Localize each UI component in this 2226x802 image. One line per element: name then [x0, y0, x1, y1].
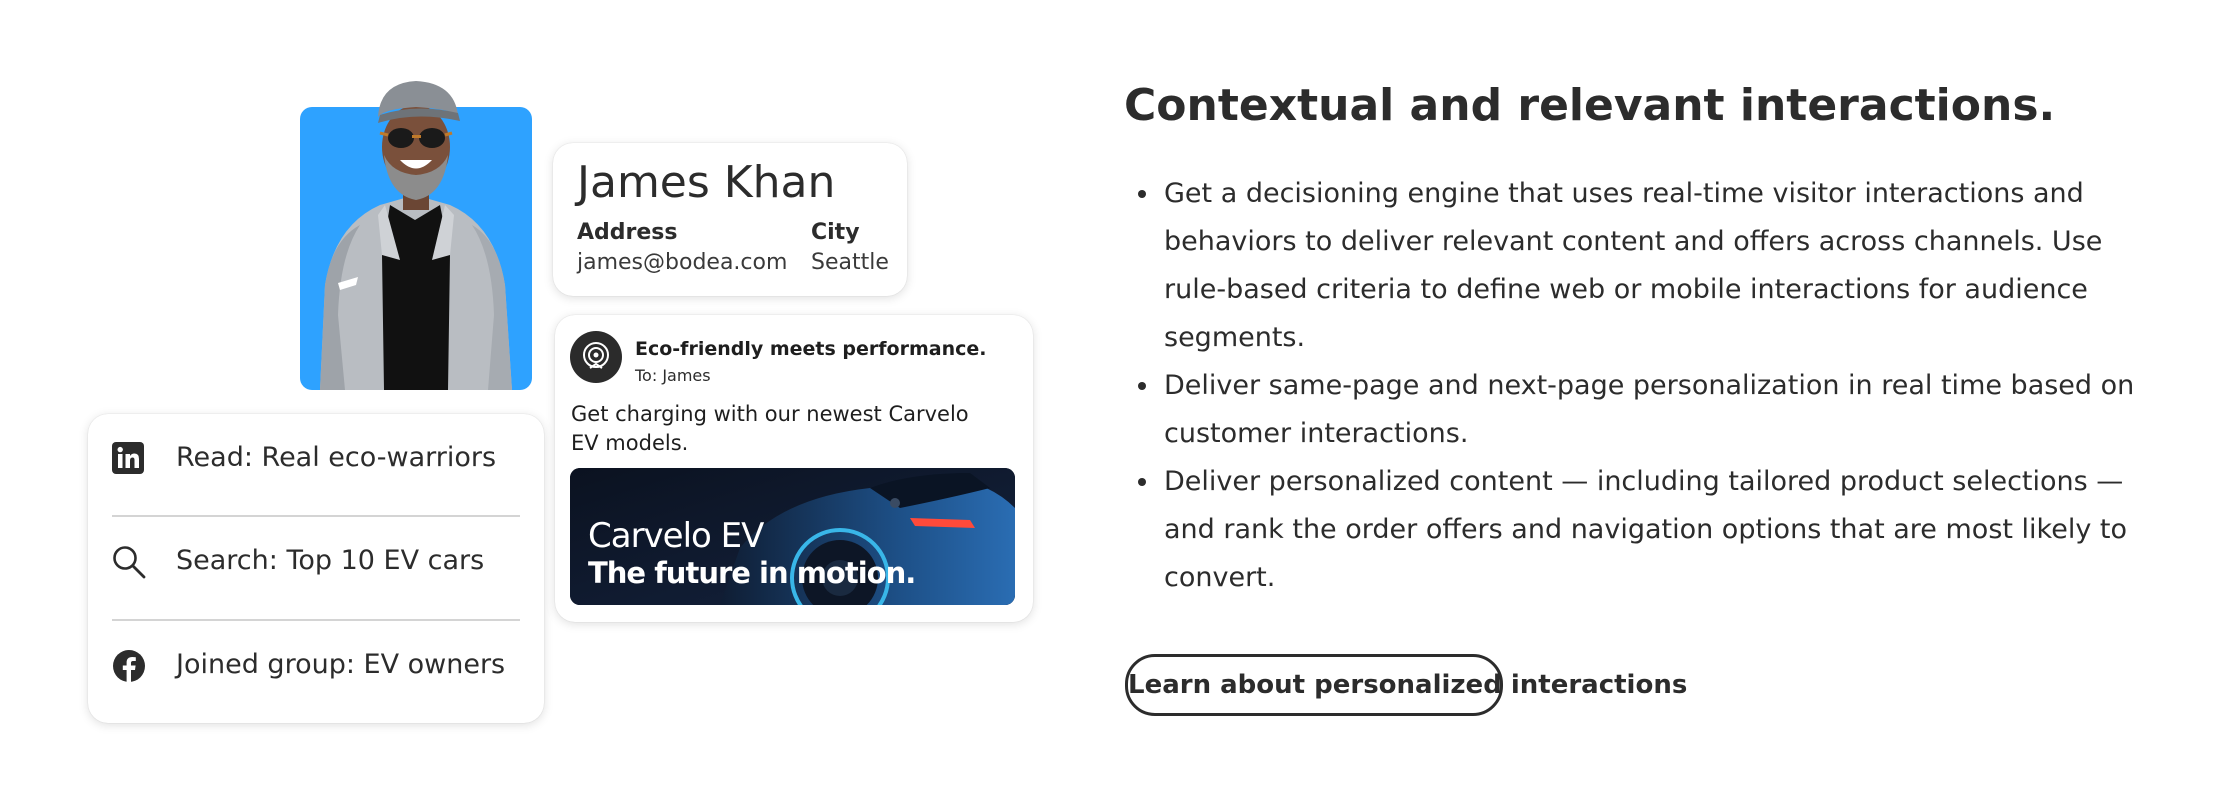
feature-item: Deliver same-page and next-page personalization in real time based on customer interactions. — [1164, 362, 2164, 458]
activity-item — [112, 621, 520, 709]
promo-banner — [570, 468, 1015, 605]
feature-item: Get a decisioning engine that uses real-time visitor interactions and behaviors to deliver relevant content and offers across channels. Use rule-based criteria to define web or mobile interactions for audience segments. — [1164, 170, 2164, 362]
facebook-icon — [112, 649, 144, 681]
activity-text: Joined group: EV owners — [176, 649, 506, 680]
profile-card — [553, 143, 907, 296]
learn-more-button[interactable]: Learn about personalized interactions — [1125, 654, 1503, 716]
email-card — [555, 315, 1033, 622]
city-value: Seattle — [811, 250, 889, 275]
email-recipient: To: James — [635, 366, 711, 385]
email-subject: Eco-friendly meets performance. — [635, 338, 987, 360]
activity-item — [112, 414, 520, 502]
address-label: Address — [577, 220, 678, 245]
feature-list — [1124, 170, 2164, 602]
activity-text: Search: Top 10 EV cars — [176, 545, 485, 576]
activity-item — [112, 517, 520, 605]
email-body: Get charging with our newest Carvelo EV models. — [571, 402, 969, 455]
profile-photo — [300, 55, 532, 390]
section-heading: Contextual and relevant interactions. — [1124, 80, 2056, 131]
address-value: james@bodea.com — [577, 250, 788, 275]
city-label: City — [811, 220, 860, 245]
banner-title: Carvelo EV — [588, 516, 764, 556]
profile-name: James Khan — [577, 157, 836, 208]
feature-item: Deliver personalized content — including tailored product selections — and rank the order offers and navigation options that are most likely to convert. — [1164, 458, 2164, 602]
brand-logo-icon — [570, 331, 622, 383]
activity-card — [88, 414, 544, 723]
linkedin-icon — [112, 442, 144, 474]
person-illustration — [300, 55, 532, 390]
search-icon — [112, 545, 144, 577]
activity-text: Read: Real eco-warriors — [176, 442, 497, 473]
banner-tagline: The future in motion. — [588, 556, 916, 590]
